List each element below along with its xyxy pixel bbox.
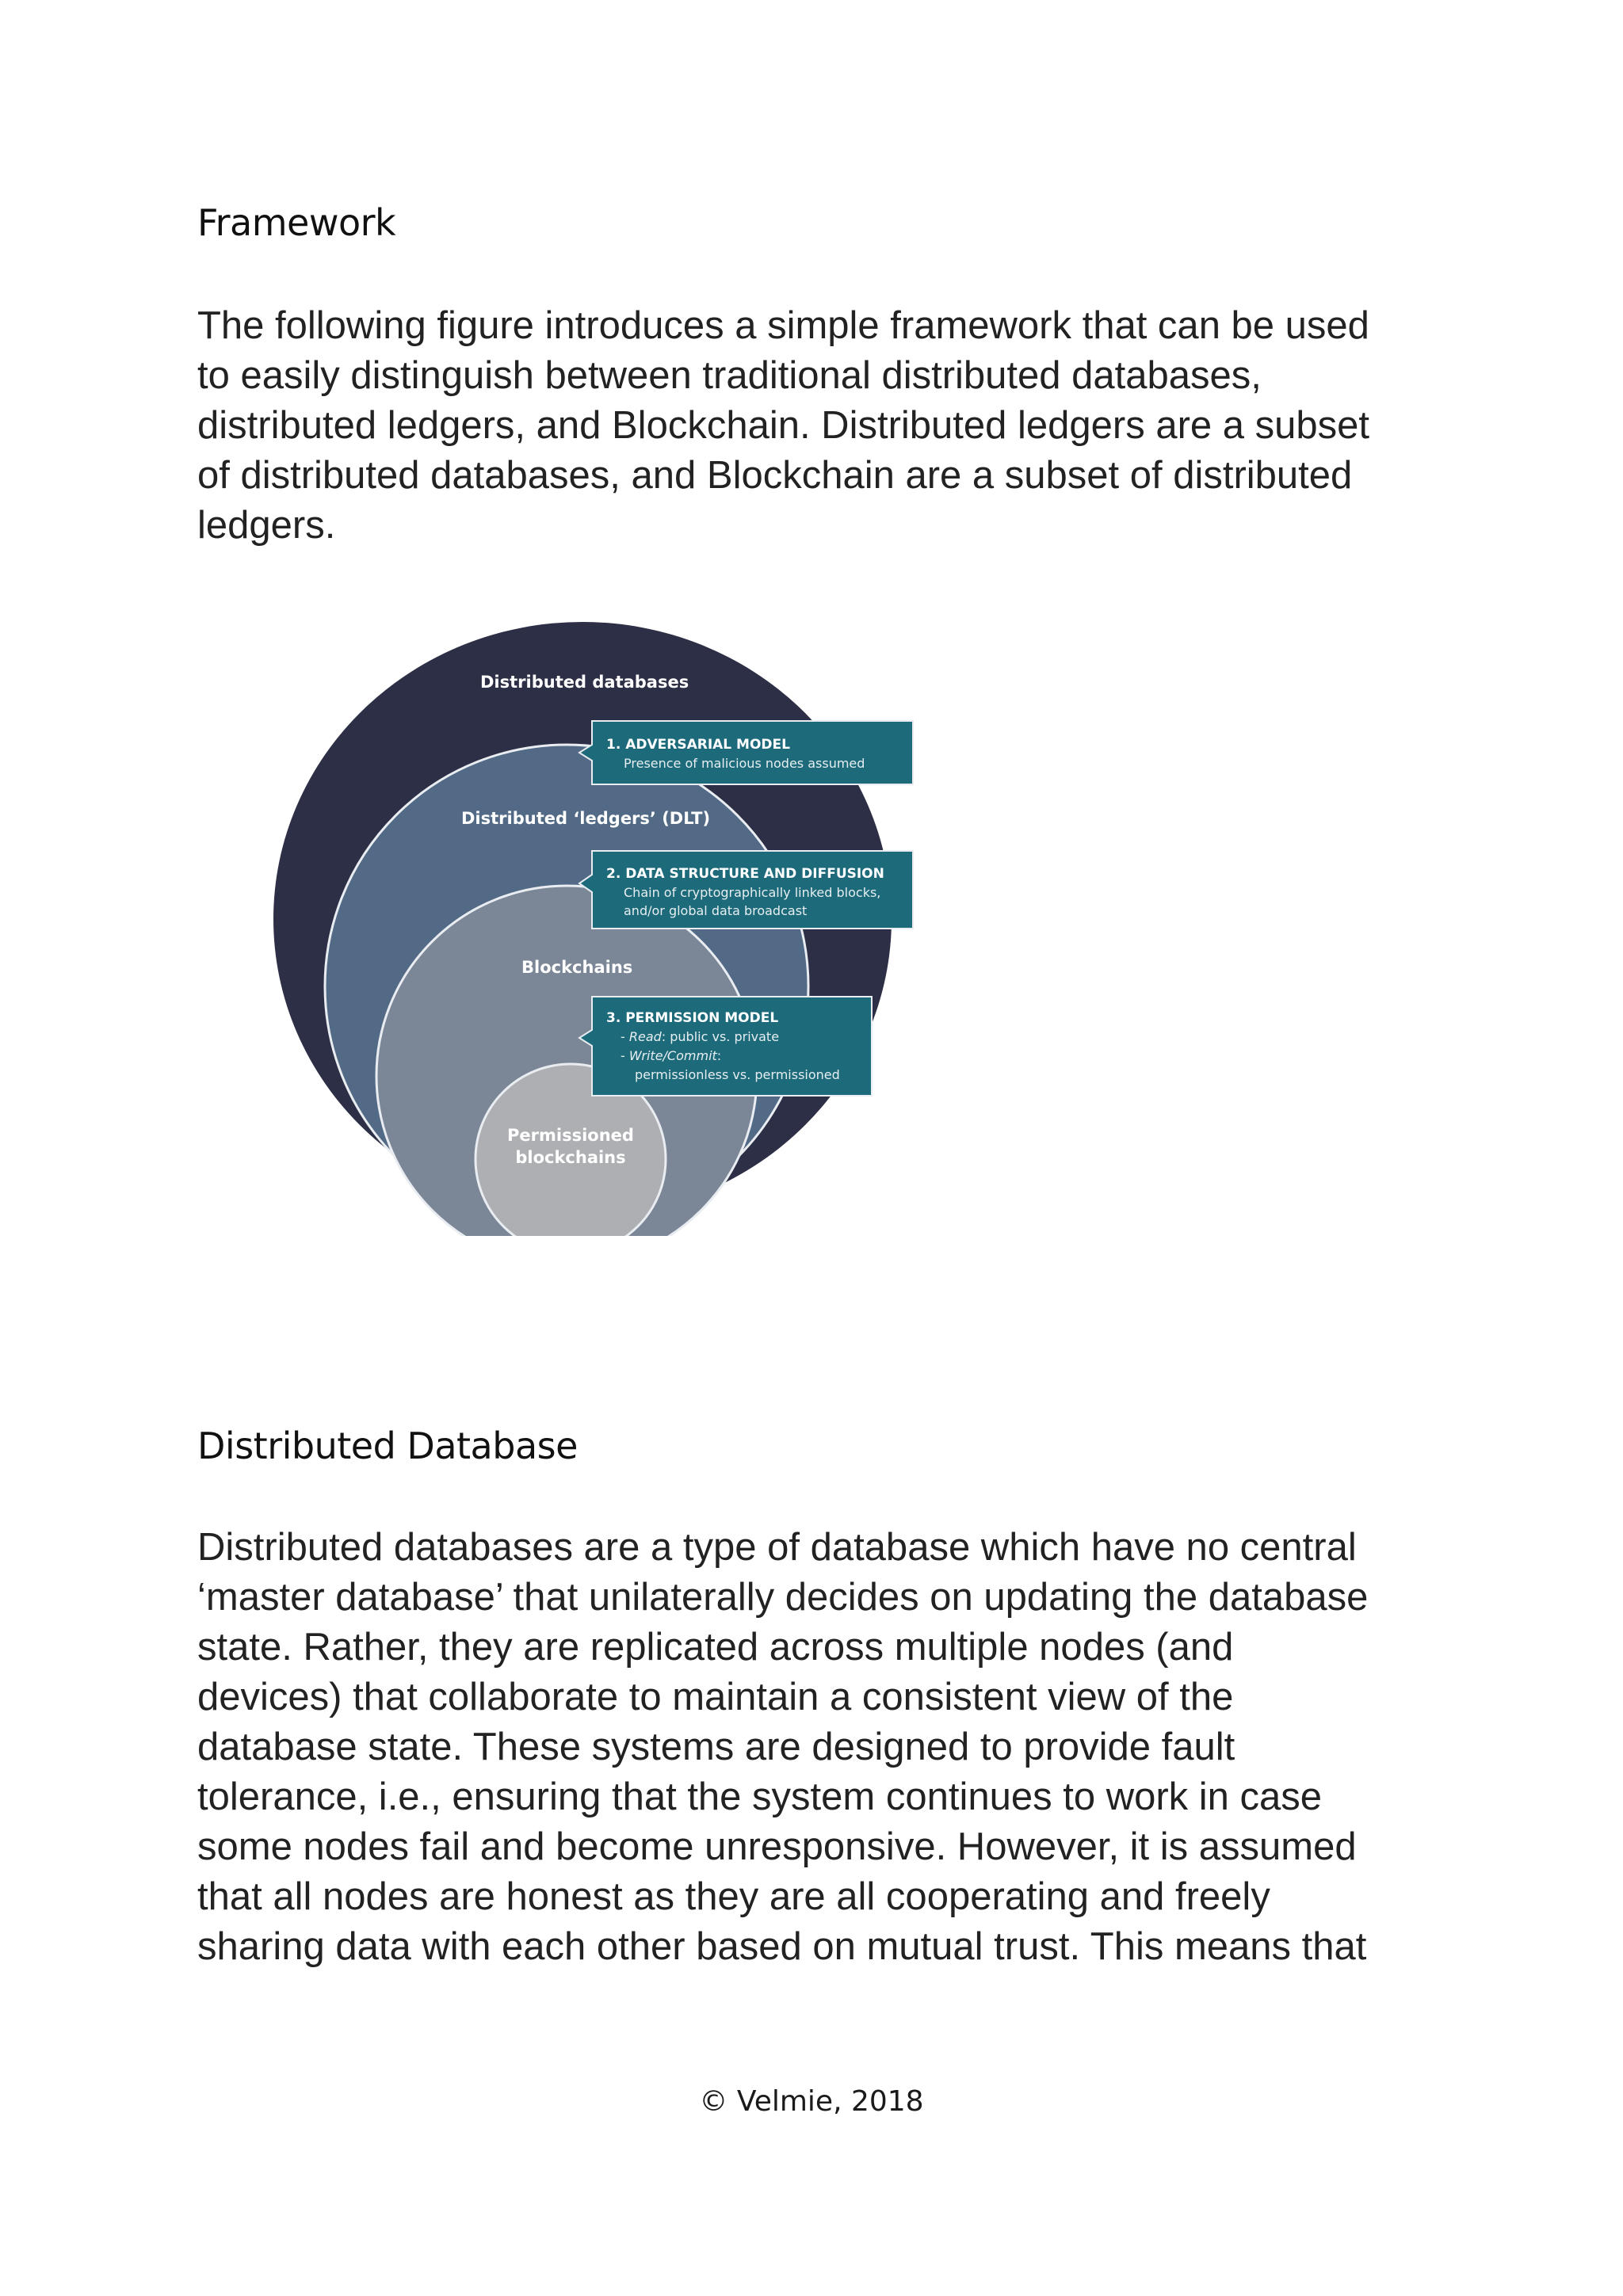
- distributed-database-heading: Distributed Database: [197, 1425, 578, 1467]
- framework-heading: Framework: [197, 201, 396, 244]
- paragraph-line: to easily distinguish between traditional distributed databases,: [197, 354, 1262, 397]
- permission-model-read: [621, 1029, 779, 1044]
- data-structure-text: and/or global data broadcast: [624, 903, 808, 918]
- framework-figure: [238, 618, 935, 1236]
- paragraph-line: ‘master database’ that unilaterally decides on updating the database: [197, 1576, 1369, 1619]
- distributed-database-paragraph: [197, 1523, 1481, 1972]
- distributed-databases-label: Distributed databases: [480, 673, 689, 692]
- paragraph-line: Distributed databases are a type of database which have no central: [197, 1526, 1357, 1569]
- paragraph-line: sharing data with each other based on mutual trust. This means that: [197, 1925, 1367, 1968]
- paragraph-line: that all nodes are honest as they are all cooperating and freely: [197, 1875, 1270, 1918]
- read-rest: : public vs. private: [661, 1029, 780, 1044]
- adversarial-model-title: 1. ADVERSARIAL MODEL: [606, 737, 790, 753]
- paragraph-line: distributed ledgers, and Blockchain. Distributed ledgers are a subset: [197, 404, 1369, 447]
- permission-model-title: 3. PERMISSION MODEL: [606, 1010, 779, 1026]
- paragraph-line: The following figure introduces a simple framework that can be used: [197, 304, 1369, 347]
- read-label: Read: [628, 1029, 662, 1044]
- copyright-footer: © Velmie, 2018: [699, 2085, 924, 2118]
- adversarial-model-callout: [579, 721, 913, 784]
- paragraph-line: database state. These systems are designed to provide fault: [197, 1726, 1235, 1768]
- dlt-label: Distributed ‘ledgers’ (DLT): [461, 809, 711, 828]
- dash-marker: -: [621, 1029, 629, 1044]
- paragraph-line: of distributed databases, and Blockchain are a subset of distributed: [197, 454, 1353, 497]
- framework-paragraph: [197, 301, 1481, 551]
- paragraph-line: some nodes fail and become unresponsive. However, it is assumed: [197, 1825, 1357, 1868]
- dash-marker: -: [621, 1048, 629, 1063]
- paragraph-line: tolerance, i.e., ensuring that the system continues to work in case: [197, 1775, 1323, 1818]
- permissioned-label: Permissioned: [507, 1126, 634, 1145]
- paragraph-line: devices) that collaborate to maintain a consistent view of the: [197, 1676, 1234, 1718]
- permissioned-label: blockchains: [515, 1148, 626, 1167]
- paragraph-line: state. Rather, they are replicated across multiple nodes (and: [197, 1626, 1234, 1669]
- paragraph-line: ledgers.: [197, 504, 336, 547]
- permission-model-text: permissionless vs. permissioned: [635, 1067, 840, 1082]
- adversarial-model-text: Presence of malicious nodes assumed: [624, 756, 865, 771]
- write-rest: :: [716, 1048, 722, 1063]
- permission-model-write: [621, 1048, 721, 1063]
- blockchains-label: Blockchains: [521, 958, 633, 977]
- data-structure-text: Chain of cryptographically linked blocks,: [624, 885, 881, 900]
- write-label: Write/Commit: [628, 1048, 717, 1063]
- data-structure-title: 2. DATA STRUCTURE AND DIFFUSION: [606, 866, 884, 882]
